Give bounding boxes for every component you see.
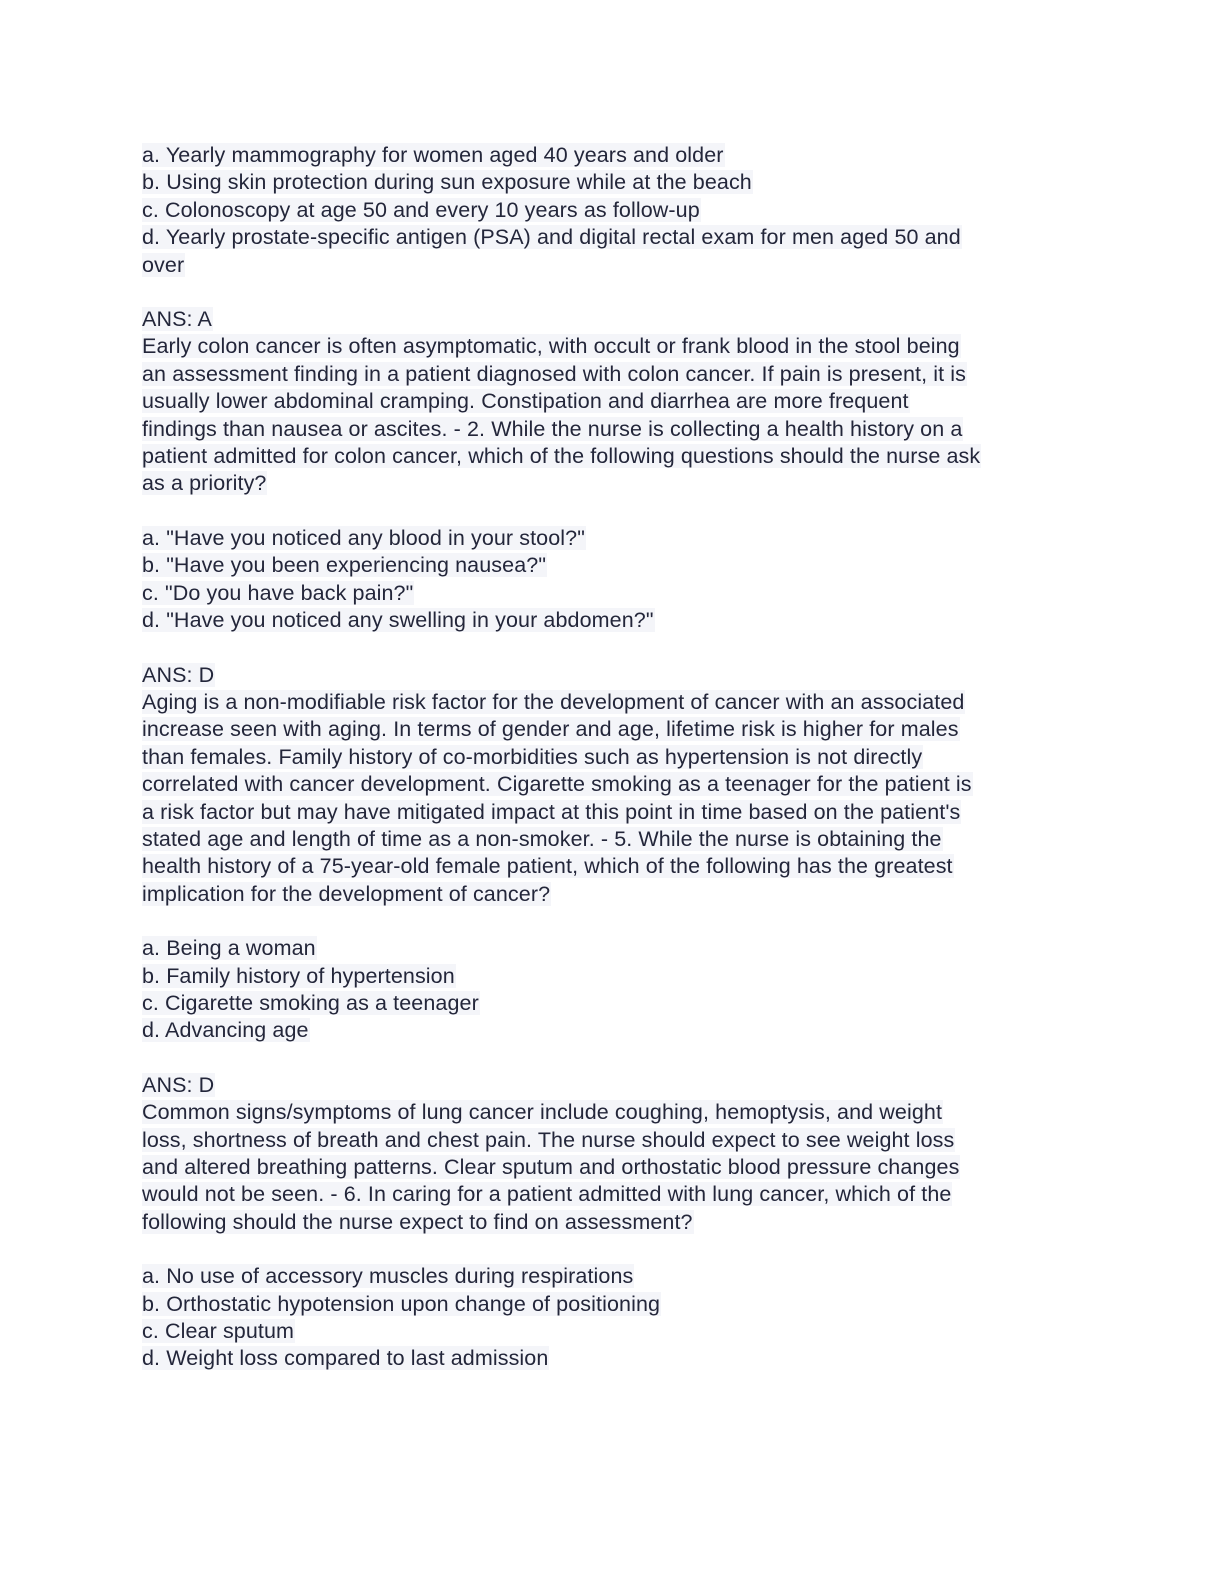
option-d: d. Advancing age: [142, 1018, 309, 1043]
spacer: [142, 498, 1082, 525]
rationale-line: patient admitted for colon cancer, which of the following questions should the nurse ask: [142, 444, 981, 469]
option-b: b. Orthostatic hypotension upon change of positioning: [142, 1291, 661, 1316]
rationale-line: health history of a 75-year-old female patient, which of the following has the greatest: [142, 854, 953, 879]
rationale-line: a risk factor but may have mitigated impact at this point in time based on the patient's: [142, 799, 961, 824]
option-a: a. Being a woman: [142, 936, 316, 961]
option-c: c. "Do you have back pain?": [142, 580, 414, 605]
option-d: d. Weight loss compared to last admission: [142, 1346, 549, 1371]
question-2-options: [142, 525, 1082, 635]
option-a: a. No use of accessory muscles during respirations: [142, 1264, 634, 1289]
rationale-line: loss, shortness of breath and chest pain. The nurse should expect to see weight loss: [142, 1127, 955, 1152]
answer-label: ANS: D: [142, 1072, 215, 1097]
rationale-line: would not be seen. - 6. In caring for a patient admitted with lung cancer, which of the: [142, 1182, 952, 1207]
document-page: [142, 142, 1082, 1373]
option-b: b. "Have you been experiencing nausea?": [142, 553, 547, 578]
answer-block-3: [142, 662, 1082, 909]
option-a: a. Yearly mammography for women aged 40 years and older: [142, 143, 724, 167]
rationale-line: increase seen with aging. In terms of gender and age, lifetime risk is higher for males: [142, 717, 959, 742]
question-3-options: [142, 935, 1082, 1045]
rationale-line: an assessment finding in a patient diagnosed with colon cancer. If pain is present, it is: [142, 361, 966, 386]
option-b: b. Family history of hypertension: [142, 963, 455, 988]
spacer: [142, 1045, 1082, 1072]
option-b: b. Using skin protection during sun exposure while at the beach: [142, 170, 752, 195]
rationale-line: than females. Family history of co-morbidities such as hypertension is not directly: [142, 744, 923, 769]
spacer: [142, 635, 1082, 662]
rationale-line: as a priority?: [142, 471, 267, 496]
answer-block-4: [142, 1072, 1082, 1236]
answer-label: ANS: D: [142, 662, 215, 687]
option-c: c. Colonoscopy at age 50 and every 10 years as follow-up: [142, 197, 700, 222]
option-c: c. Cigarette smoking as a teenager: [142, 990, 479, 1015]
rationale-line: Common signs/symptoms of lung cancer include coughing, hemoptysis, and weight: [142, 1100, 943, 1125]
answer-label: ANS: A: [142, 307, 212, 332]
question-4-options: [142, 1263, 1082, 1373]
rationale-line: Early colon cancer is often asymptomatic, with occult or frank blood in the stool being: [142, 334, 960, 359]
spacer: [142, 279, 1082, 306]
option-d: d. Yearly prostate-specific antigen (PSA) and digital rectal exam for men aged 50 and: [142, 225, 961, 250]
rationale-line: following should the nurse expect to find on assessment?: [142, 1209, 693, 1234]
option-d: d. "Have you noticed any swelling in your abdomen?": [142, 608, 654, 633]
option-a: a. "Have you noticed any blood in your stool?": [142, 525, 585, 550]
rationale-line: implication for the development of cancer?: [142, 881, 551, 906]
answer-block-2: [142, 306, 1082, 498]
rationale-line: findings than nausea or ascites. - 2. While the nurse is collecting a health history on a: [142, 416, 963, 441]
rationale-line: and altered breathing patterns. Clear sputum and orthostatic blood pressure changes: [142, 1155, 960, 1179]
rationale-line: stated age and length of time as a non-smoker. - 5. While the nurse is obtaining the: [142, 826, 942, 851]
question-1-options: [142, 142, 1082, 279]
option-d-cont: over: [142, 252, 185, 277]
spacer: [142, 1236, 1082, 1263]
rationale-line: Aging is a non-modifiable risk factor for the development of cancer with an associated: [142, 689, 965, 714]
option-c: c. Clear sputum: [142, 1319, 295, 1344]
rationale-line: usually lower abdominal cramping. Constipation and diarrhea are more frequent: [142, 389, 909, 414]
rationale-line: correlated with cancer development. Cigarette smoking as a teenager for the patient is: [142, 772, 972, 797]
spacer: [142, 908, 1082, 935]
